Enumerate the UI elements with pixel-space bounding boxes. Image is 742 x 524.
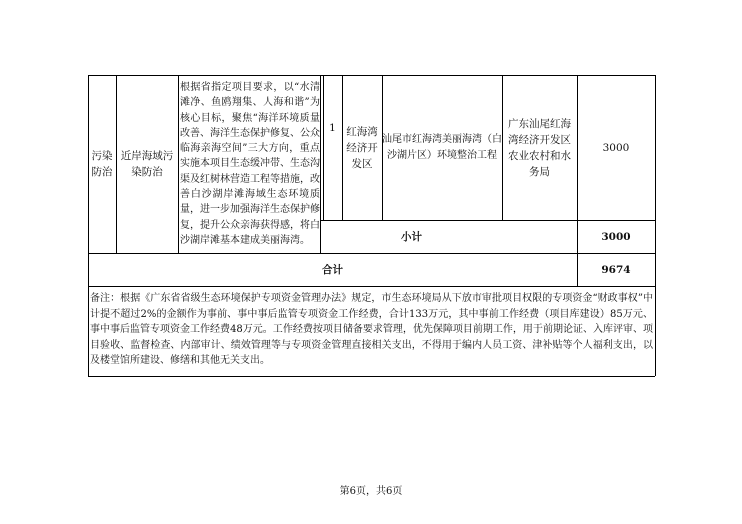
table-right-border — [655, 75, 656, 376]
sequence-number: 1 — [329, 121, 336, 134]
total-amount: 9674 — [601, 263, 631, 276]
implementing-unit-cell: 广东汕尾红海 湾经济开发区 农业农村和水 务局 — [508, 117, 571, 178]
area-cell: 红海湾 经济开 发区 — [346, 125, 378, 170]
table-bottom-border — [88, 376, 655, 377]
col-line-3 — [320, 75, 321, 253]
project-description: 根据省指定项目要求，以“水清滩净、鱼鸥翔集、人海和谐”为核心目标，聚焦“海洋环境质量改善、海洋生态保护修复、公众临海亲海空间”三大方向，重点实施本项目生态缓冲带、生态沟渠及红树林营造工程等措施，改善白沙湖岸滩海域生态环境质量，进一步加强海洋生态保护修复，提升公众亲海获得感，将白沙湖岸滩基本建成美丽海湾。 — [180, 82, 320, 246]
subtotal-amount: 3000 — [601, 230, 631, 243]
remarks-note: 备注：根据《广东省省级生态环境保护专项资金管理办法》规定，市生态环境局从下放市审批项目权限的专项资金“财政事权”中计提不超过2%的金额作为事前、事中事后监管专项资金工作经费，合计133万元，其中事前工作经费（项目库建设）85万元、事中事后监管专项资金工作经费48万元。工作经费按项目储备要求管理，优先保障项目前期工作，用于前期论证、入库评审、项目验收、监督检查、内部审计、绩效管理等与专项资金管理直接相关支出，不得用于编内人员工资、津补贴等个人福利支出，以及楼堂馆所建设、修缮和其他无关支出。 — [90, 293, 653, 367]
amount-cell: 3000 — [602, 141, 630, 154]
subcategory-cell: 近岸海域污 染防治 — [120, 150, 174, 178]
total-label: 合计 — [322, 263, 343, 276]
category-cell: 污染 防治 — [91, 150, 113, 178]
subtotal-label: 小计 — [401, 230, 422, 243]
page-footer: 第6页，共6页 — [339, 486, 403, 497]
note-top-border — [88, 286, 655, 287]
col-line-2 — [178, 75, 179, 253]
project-name-cell: 汕尾市红海湾美丽海湾（白 沙湖片区）环境整治工程 — [382, 133, 502, 161]
